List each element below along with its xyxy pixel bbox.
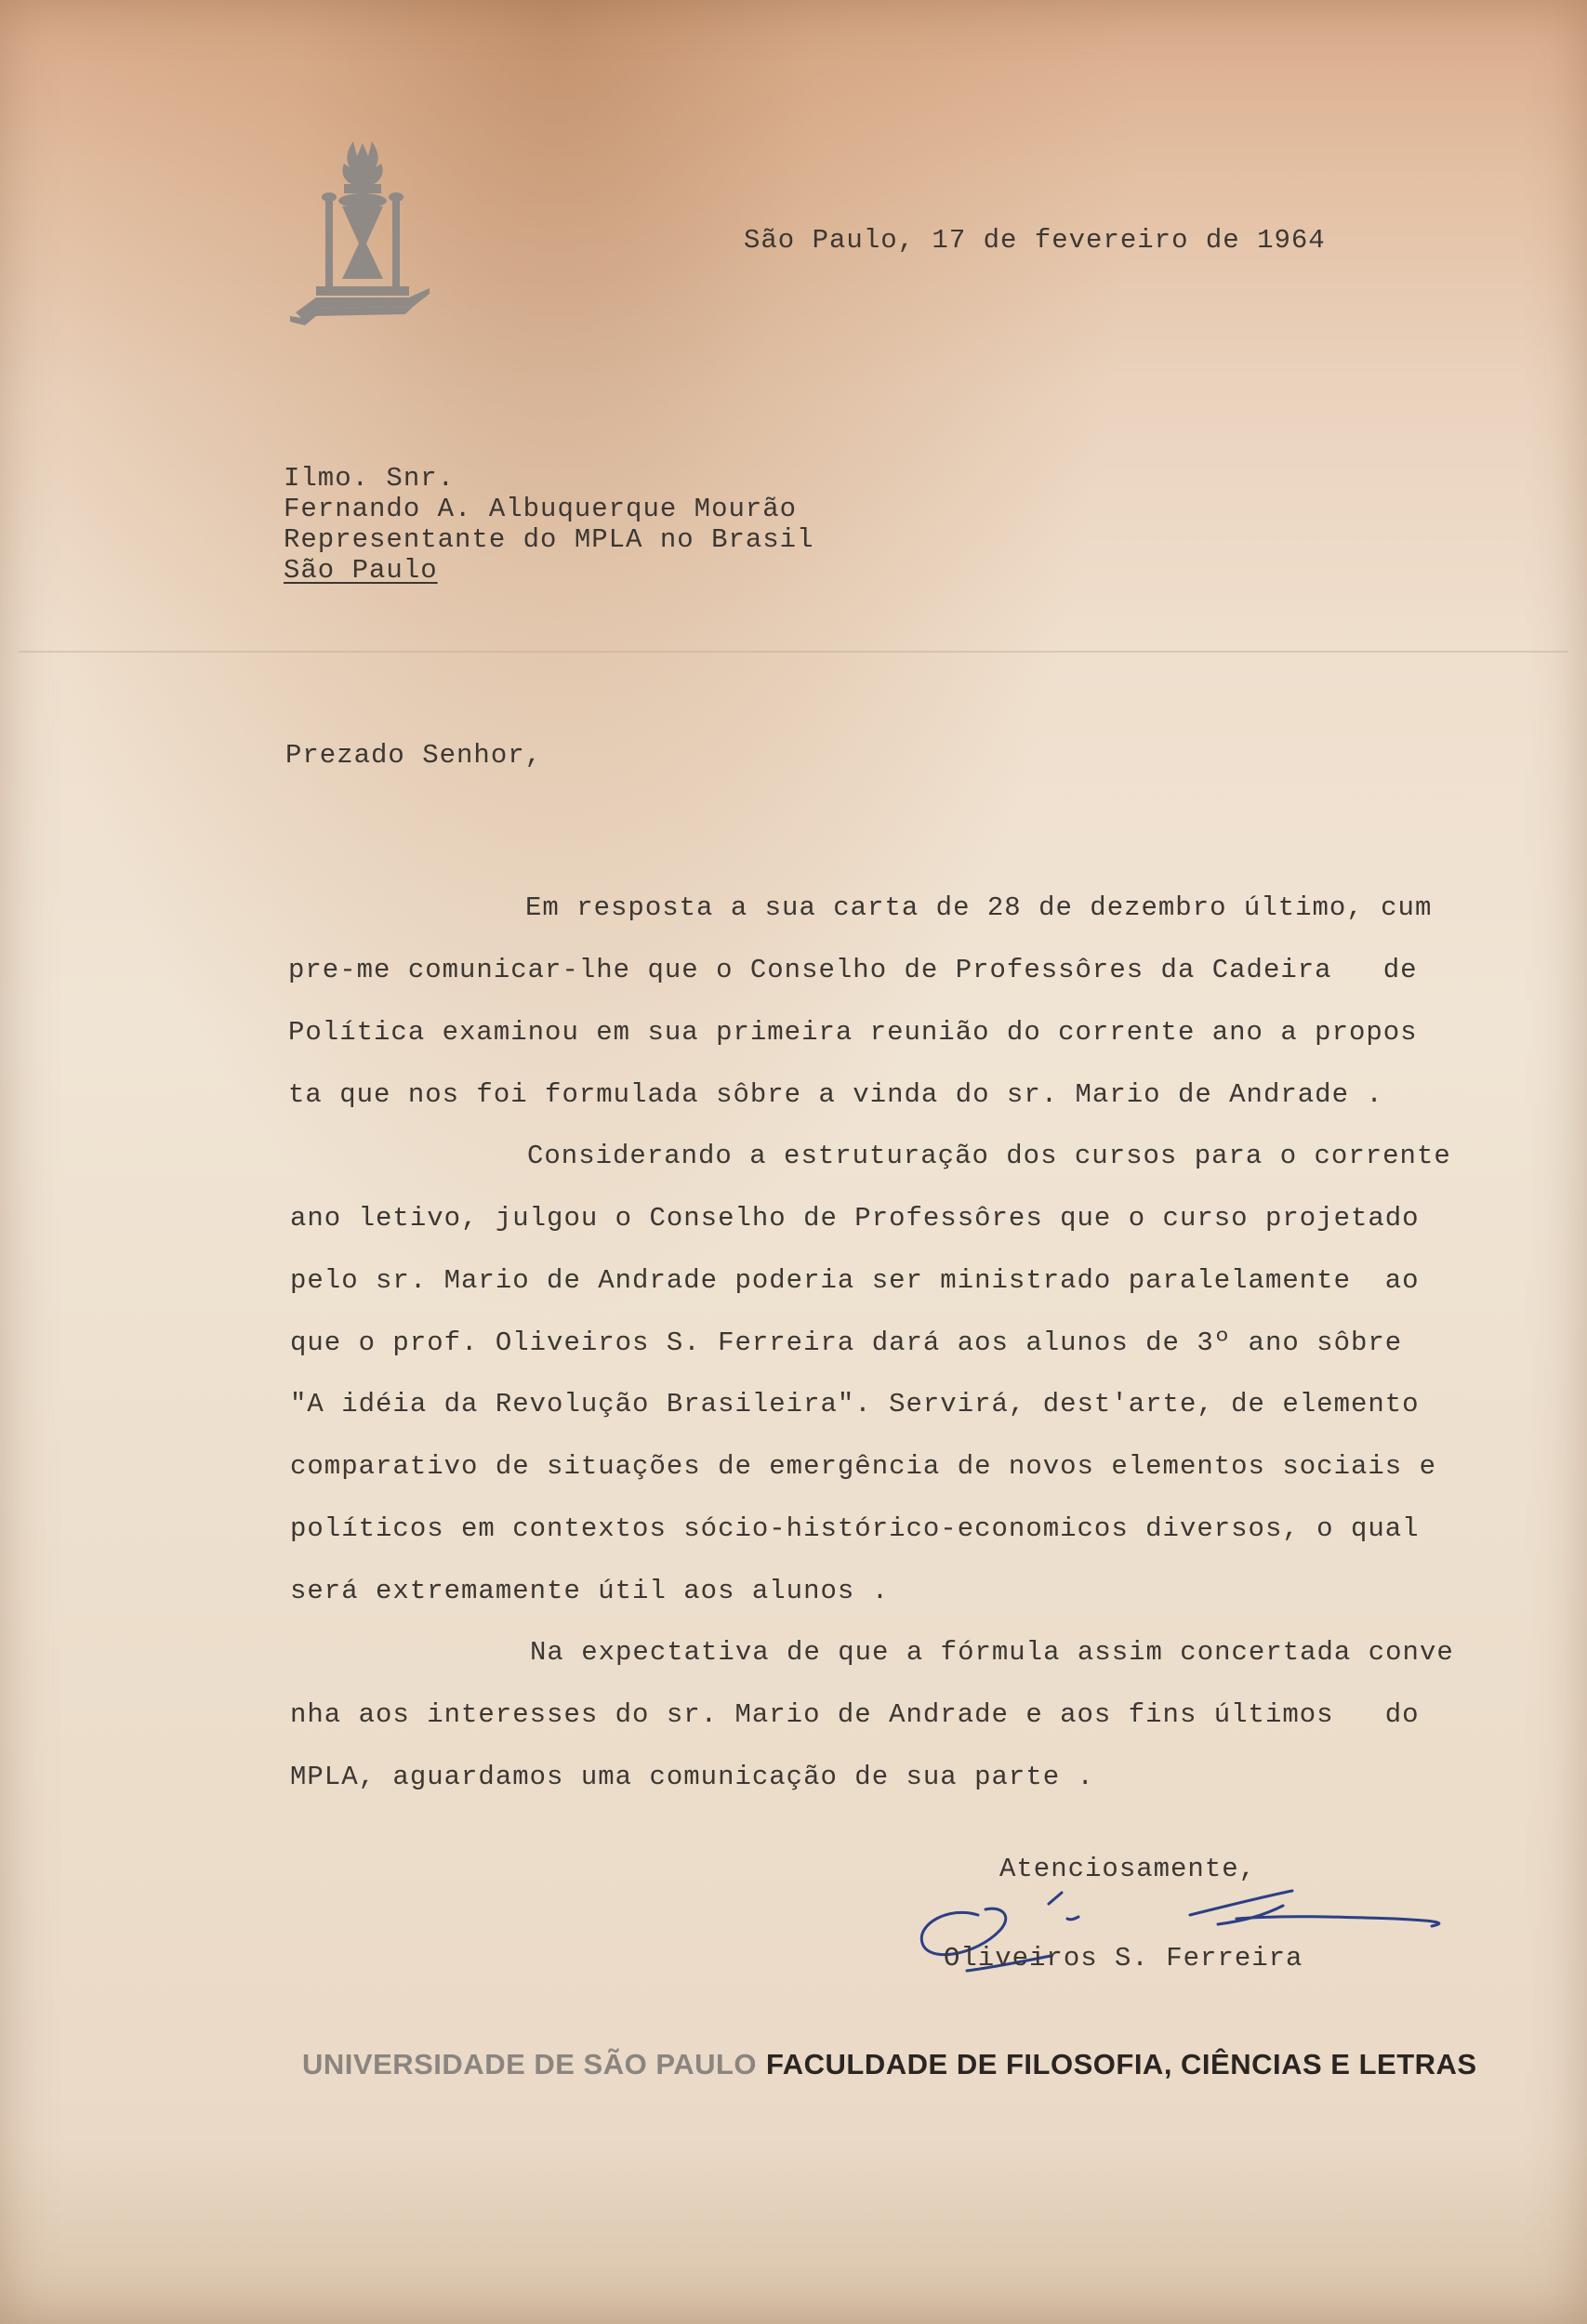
university-emblem-icon: [288, 139, 437, 325]
body-line: Na expectativa de que a fórmula assim concertada conve: [530, 1637, 1454, 1668]
footer-faculty: FACULDADE DE FILOSOFIA, CIÊNCIAS E LETRAS: [766, 2048, 1477, 2080]
body-line: ta que nos foi formulada sôbre a vinda do sr. Mario de Andrade .: [288, 1079, 1383, 1110]
body-line: nha aos interesses do sr. Mario de Andrade e aos fins últimos do: [290, 1699, 1420, 1730]
body-line: Em resposta a sua carta de 28 de dezembro último, cum: [525, 892, 1433, 923]
footer-university: UNIVERSIDADE DE SÃO PAULO: [302, 2048, 758, 2080]
recipient-name: Fernando A. Albuquerque Mourão: [284, 494, 798, 524]
letterhead-footer: [302, 2048, 1477, 2081]
body-line: MPLA, aguardamos uma comunicação de sua parte .: [290, 1762, 1094, 1792]
body-line: será extremamente útil aos alunos .: [290, 1576, 890, 1606]
body-line: que o prof. Oliveiros S. Ferreira dará aos alunos de 3º ano sôbre: [290, 1327, 1403, 1358]
recipient-title: Representante do MPLA no Brasil: [284, 524, 814, 555]
salutation: Prezado Senhor,: [285, 740, 543, 771]
recipient-honorific: Ilmo. Snr.: [284, 463, 456, 494]
body-line: comparativo de situações de emergência de novos elementos sociais e: [290, 1451, 1436, 1482]
body-line: Política examinou em sua primeira reunião do corrente ano a propos: [288, 1017, 1418, 1048]
recipient-city: São Paulo: [284, 555, 438, 586]
body-line: pelo sr. Mario de Andrade poderia ser ministrado paralelamente ao: [290, 1265, 1420, 1296]
body-line: políticos em contextos sócio-histórico-economicos diversos, o qual: [290, 1513, 1420, 1544]
body-line: ano letivo, julgou o Conselho de Professôres que o curso projetado: [290, 1203, 1420, 1234]
body-line: "A idéia da Revolução Brasileira". Servirá, dest'arte, de elemento: [290, 1389, 1420, 1419]
date-line: São Paulo, 17 de fevereiro de 1964: [744, 225, 1326, 256]
body-line: Considerando a estruturação dos cursos para o corrente: [527, 1141, 1451, 1171]
signatory-name: Oliveiros S. Ferreira: [944, 1943, 1303, 1974]
paper-fold-line: [19, 651, 1568, 653]
closing: Atenciosamente,: [999, 1854, 1257, 1884]
body-line: pre-me comunicar-lhe que o Conselho de Professôres da Cadeira de: [288, 955, 1418, 985]
